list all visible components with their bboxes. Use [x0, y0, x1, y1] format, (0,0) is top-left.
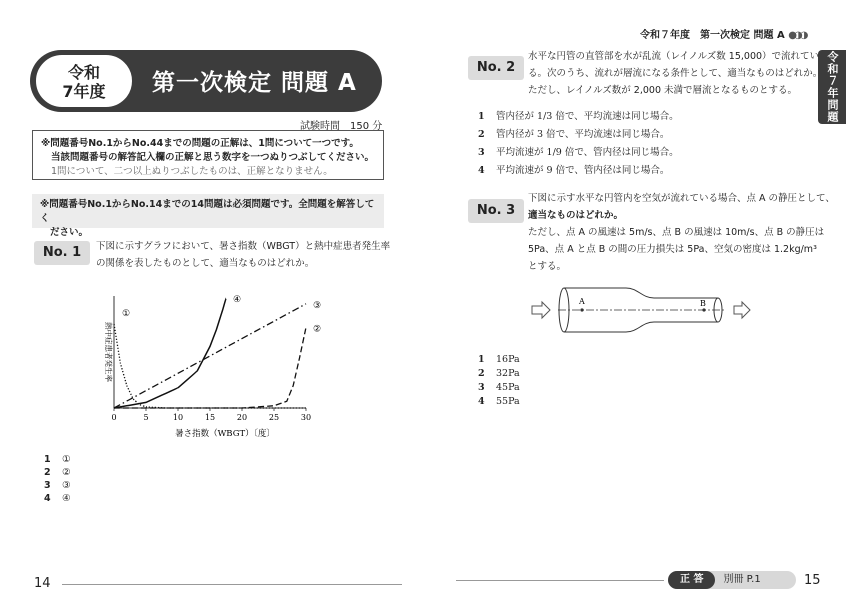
- q2-options: [478, 108, 679, 180]
- flow-arrow-out-icon: [734, 302, 750, 318]
- side-tab-year: 令和７年問題: [818, 50, 846, 124]
- q3-option-3[interactable]: [478, 381, 520, 395]
- chart-series-line-2: [114, 327, 306, 408]
- q1-option-2[interactable]: [44, 466, 71, 479]
- chart-x-tick-label: 5: [143, 413, 149, 422]
- q3-line2: 適当なものはどれか。: [528, 210, 624, 221]
- question-badge-2: No. 2: [468, 56, 524, 80]
- q3-option-2-num: 2: [478, 368, 485, 379]
- q1-option-1-text: ①: [62, 454, 71, 465]
- point-a-label: A: [579, 297, 585, 306]
- q2-option-4[interactable]: [478, 162, 679, 180]
- question-badge-3: No. 3: [468, 199, 524, 223]
- q2-option-3[interactable]: [478, 144, 679, 162]
- footer-rule-left: [62, 584, 402, 585]
- q2-option-4-num: 4: [478, 165, 485, 176]
- chart-series-line-1: [114, 324, 306, 408]
- notice1-line2: 当該問題番号の解答記入欄の正解と思う数字を一つぬりつぶしてください。: [51, 152, 375, 163]
- notice2-line2: ださい。: [50, 227, 89, 238]
- q3-option-2[interactable]: [478, 367, 520, 381]
- q3-option-4[interactable]: [478, 395, 520, 409]
- page-number-left: 14: [34, 576, 51, 591]
- q3-line4: 5Pa、点 A と点 B の間の圧力損失は 5Pa、空気の密度は 1.2kg/m³: [528, 244, 817, 255]
- notice1-line1: ※問題番号No.1からNo.44までの問題の正解は、1問について一つです。: [41, 138, 359, 149]
- point-a-marker: [580, 308, 583, 311]
- q3-line1: 下図に示す水平な円管内を空気が流れている場合、点 A の静圧として、: [528, 193, 835, 204]
- chart-x-tick-label: 10: [172, 413, 184, 422]
- flow-arrow-in-icon: [532, 302, 550, 318]
- header-dots-icon: ●◑◑: [788, 30, 806, 41]
- page-title: 第一次検定 問題 A: [152, 70, 357, 96]
- running-header-text: 令和７年度 第一次検定 問題 A: [640, 30, 785, 41]
- footer-rule-right: [456, 580, 664, 581]
- answer-label: 正 答: [668, 571, 715, 589]
- chart-x-tick-label: 0: [111, 413, 117, 422]
- q3-options: [478, 353, 520, 409]
- question-badge-1: No. 1: [34, 241, 90, 265]
- question-3-text: [528, 190, 835, 275]
- point-b-marker: [702, 308, 705, 311]
- wbgt-chart: [88, 292, 328, 452]
- notice-box-answer-rules: [32, 130, 384, 180]
- q1-option-4[interactable]: [44, 492, 71, 505]
- chart-x-tick-label: 20: [236, 413, 248, 422]
- q3-line5: とする。: [528, 261, 567, 272]
- chart-x-tick-label: 25: [268, 413, 280, 422]
- chart-axes: [114, 296, 306, 408]
- chart-x-tick-label: 15: [204, 413, 216, 422]
- question-1-text: [96, 238, 390, 272]
- chart-x-tick-label: 30: [300, 413, 312, 422]
- q3-line3: ただし、点 A の風速は 5m/s、点 B の風速は 10m/s、点 B の静圧は: [528, 227, 825, 238]
- q2-option-3-text: 平均流速が 1/9 倍で、管内径は同じ場合。: [496, 147, 679, 158]
- q2-option-1[interactable]: [478, 108, 679, 126]
- q1-option-2-num: 2: [44, 467, 51, 478]
- chart-series: [114, 298, 306, 408]
- q3-option-2-text: 32Pa: [496, 368, 520, 379]
- running-header: [640, 26, 805, 41]
- q2-line1: 水平な円管の直管部を水が乱流（レイノルズ数 15,000）で流れてい: [528, 51, 820, 62]
- q3-option-1-text: 16Pa: [496, 354, 520, 365]
- q2-option-2-num: 2: [478, 129, 485, 140]
- q1-option-3[interactable]: [44, 479, 71, 492]
- q3-option-3-num: 3: [478, 382, 485, 393]
- page-number-right: 15: [804, 573, 821, 588]
- q3-option-4-num: 4: [478, 396, 485, 407]
- notice2-line1: ※問題番号No.1からNo.14までの14問題は必須問題です。全問題を解答してく: [40, 199, 375, 224]
- chart-series-label-1: ①: [122, 309, 131, 319]
- chart-x-axis-label: 暑さ指数（WBGT）〔度〕: [175, 429, 275, 439]
- answer-reference: [668, 571, 796, 589]
- year-badge-line1: 令和: [67, 63, 100, 82]
- q1-option-3-text: ③: [62, 480, 71, 491]
- q1-option-1[interactable]: [44, 453, 71, 466]
- exam-time: 試験時間 150 分: [300, 121, 383, 132]
- chart-y-axis-label: 熱中症患者発生率: [104, 322, 113, 382]
- q2-option-1-text: 管内径が 1/3 倍で、平均流速は同じ場合。: [496, 111, 679, 122]
- q3-option-4-text: 55Pa: [496, 396, 520, 407]
- point-b-label: B: [700, 299, 706, 308]
- notice-box-required: [32, 194, 384, 238]
- q2-line3: ただし、レイノルズ数が 2,000 未満で層流となるものとする。: [528, 85, 798, 96]
- chart-series-label-4: ④: [233, 295, 242, 306]
- year-badge-line2: 7年度: [62, 82, 106, 101]
- q2-option-2[interactable]: [478, 126, 679, 144]
- year-badge: [34, 53, 134, 109]
- q1-option-1-num: 1: [44, 454, 51, 465]
- q1-option-4-text: ④: [62, 493, 71, 504]
- q1-option-3-num: 3: [44, 480, 51, 491]
- q3-option-1-num: 1: [478, 354, 485, 365]
- chart-ticks: [111, 408, 311, 422]
- q1-option-2-text: ②: [62, 467, 71, 478]
- pipe-diagram: [528, 280, 758, 340]
- chart-series-label-3: ③: [313, 300, 322, 311]
- q2-line2: る。次のうち、流れが層流になる条件として、適当なものはどれか。: [528, 68, 823, 79]
- chart-series-line-3: [114, 304, 306, 408]
- answer-ref: 別冊 P.1: [723, 574, 761, 585]
- notice1-line3: 1問について、二つ以上ぬりつぶしたものは、正解となりません。: [51, 166, 333, 177]
- question-2-text: [528, 48, 822, 99]
- q3-option-1[interactable]: [478, 353, 520, 367]
- chart-series-label-2: ②: [313, 324, 322, 335]
- q1-line2: の関係を表したものとして、適当なものはどれか。: [96, 258, 315, 269]
- q2-option-2-text: 管内径が 3 倍で、平均流速は同じ場合。: [496, 129, 670, 140]
- q2-option-1-num: 1: [478, 111, 485, 122]
- q1-option-4-num: 4: [44, 493, 51, 504]
- q1-options: [44, 453, 71, 505]
- q2-option-4-text: 平均流速が 9 倍で、管内径は同じ場合。: [496, 165, 670, 176]
- chart-series-line-4: [114, 298, 226, 408]
- q3-option-3-text: 45Pa: [496, 382, 520, 393]
- q2-option-3-num: 3: [478, 147, 485, 158]
- q1-line1: 下図に示すグラフにおいて、暑さ指数（WBGT）と熱中症患者発生率: [96, 241, 391, 252]
